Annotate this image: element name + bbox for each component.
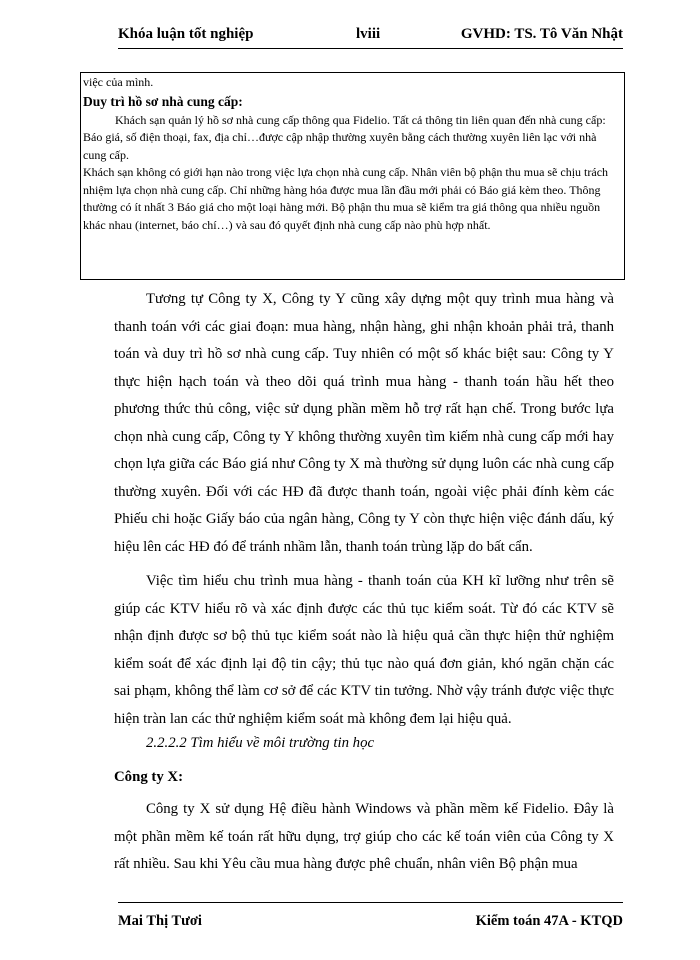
- box-paragraph-1: Khách sạn quản lý hồ sơ nhà cung cấp thông qua Fidelio. Tất cả thông tin liên quan đến nhà cung cấp: Báo giá, số điện thoại, fax, địa chỉ…được cập nhập thường xuyên bằng cách thường xuyên liên lạc với nhà cung cấp.: [83, 112, 606, 162]
- page-number: lviii: [356, 26, 381, 42]
- box-paragraph-2: Khách sạn không có giới hạn nào trong việc lựa chọn nhà cung cấp. Nhân viên bộ phận thu mua sẽ chịu trách nhiệm lựa chọn nhà cung cấp. Chỉ những hàng hóa được mua lần đầu mới phải có Báo giá kèm theo. Thông thường có ít nhất 3 Báo giá cho một loại hàng mới. Bộ phận thu mua sẽ kiểm tra giá thông qua nhiều nguồn khác nhau (internet, báo chí…) và sau đó quyết định nhà cung cấp nào phù hợp nhất.: [83, 165, 609, 232]
- box-first-line: việc của mình.: [83, 75, 154, 89]
- footer-author: Mai Thị Tươi: [118, 913, 202, 929]
- footer-class: Kiểm toán 47A - KTQD: [475, 913, 623, 929]
- header-supervisor: GVHD: TS. Tô Văn Nhật: [460, 26, 623, 42]
- body-paragraph-3: Công ty X sử dụng Hệ điều hành Windows và phần mềm kế Fidelio. Đây là một phần mềm kế toán rất hữu dụng, trợ giúp cho các kế toán viên của Công ty X rất nhiều. Sau khi Yêu cầu mua hàng được phê chuẩn, nhân viên Bộ phận mua: [114, 801, 614, 872]
- body-paragraph-1-block: [114, 286, 614, 561]
- section-subheading: 2.2.2.2 Tìm hiểu về môi trường tin học: [146, 735, 375, 751]
- body-paragraph-1: Tương tự Công ty X, Công ty Y cũng xây dựng một quy trình mua hàng và thanh toán với các giai đoạn: mua hàng, nhận hàng, ghi nhận khoản phải trả, thanh toán và duy trì hồ sơ nhà cung cấp. Tuy nhiên có một số khác biệt sau: Công ty Y thực hiện hạch toán và theo dõi quá trình mua hàng - thanh toán hầu hết theo phương thức thủ công, việc sử dụng phần mềm hỗ trợ rất hạn chế. Trong bước lựa chọn nhà cung cấp, Công ty Y không thường xuyên tìm kiếm nhà cung cấp mới hay chọn lựa giữa các Báo giá như Công ty X mà thường sử dụng luôn các nhà cung cấp thường xuyên. Đối với các HĐ đã được thanh toán, ngoài việc phải đính kèm các Phiếu chi hoặc Giấy báo của ngân hàng, Công ty Y còn thực hiện việc đánh dấu, ký hiệu lên các HĐ đó để tránh nhầm lẫn, thanh toán trùng lặp do bất cẩn.: [114, 291, 614, 555]
- page-header: [118, 20, 623, 49]
- box-heading: Duy trì hồ sơ nhà cung cấp:: [83, 93, 243, 109]
- body-paragraph-2: Việc tìm hiểu chu trình mua hàng - thanh toán của KH kĩ lưỡng như trên sẽ giúp các KTV hiểu rõ và xác định được các thủ tục kiểm soát. Từ đó các KTV sẽ nhận định được sơ bộ thủ tục kiểm soát nào là hiệu quả cần thực hiện thử nghiệm kiểm soát để xác định lại độ tin cậy; thủ tục nào quá đơn giản, khó ngăn chặn các sai phạm, không thể làm cơ sở để các KTV tin tưởng. Nhờ vậy tránh được việc thực hiện tràn lan các thử nghiệm kiểm soát mà không đem lại hiệu quả.: [114, 573, 614, 727]
- body-paragraph-3-block: [114, 796, 614, 879]
- quoted-box: [80, 72, 625, 280]
- body-paragraph-2-block: [114, 568, 614, 733]
- header-thesis-title: Khóa luận tốt nghiệp: [118, 26, 254, 42]
- company-heading: Công ty X:: [114, 769, 184, 785]
- page-footer: [118, 902, 623, 929]
